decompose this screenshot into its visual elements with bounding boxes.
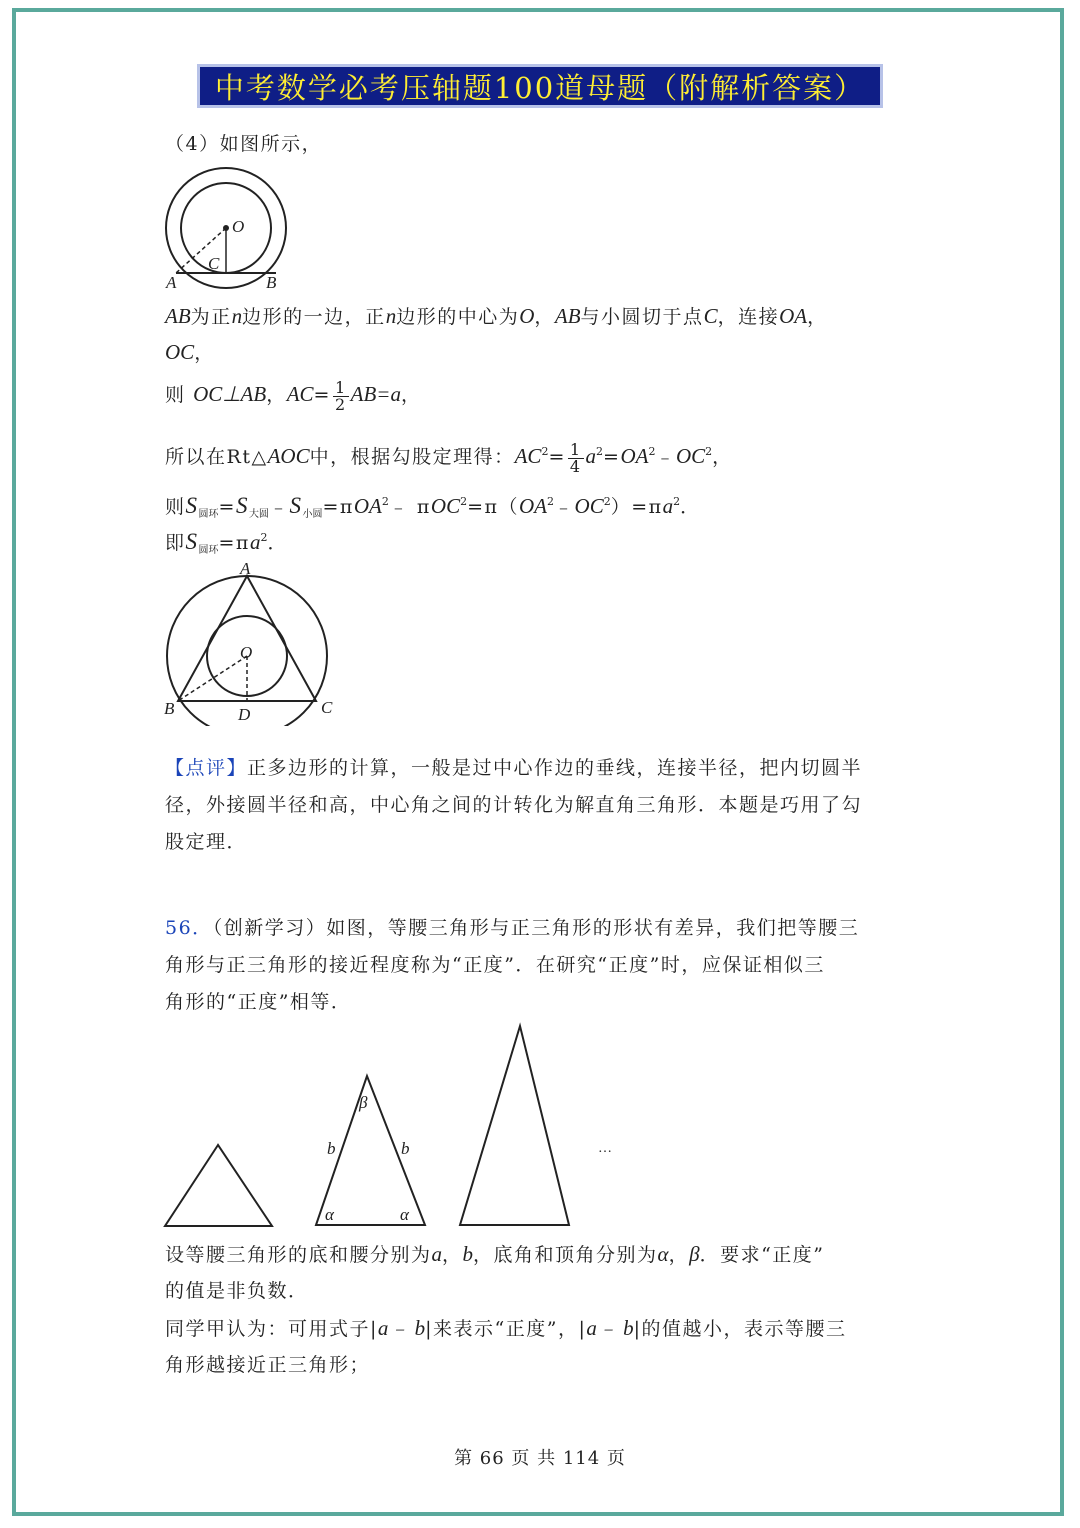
annulus-figure: [158, 166, 298, 292]
label-c: C: [321, 698, 333, 717]
label-b-left: b: [327, 1139, 336, 1158]
label-a: A: [240, 560, 251, 578]
triangle-circles-figure: [158, 560, 348, 726]
label-b: B: [164, 699, 175, 718]
part4-line1: AB为正n边形的一边，正n边形的中心为O，AB与小圆切于点C，连接OA，: [165, 304, 828, 328]
label-alpha-left: α: [325, 1205, 334, 1224]
q56-line7: 角形越接近正三角形；: [165, 1354, 371, 1376]
label-b-right: b: [401, 1139, 410, 1158]
part4-line2: OC，: [165, 340, 215, 364]
label-beta: β: [359, 1093, 368, 1112]
part4-line3: 则 OC⊥AB，AC= $\frac{1}{2}$ AB=a，: [165, 377, 422, 414]
page-title: 中考数学必考压轴题100道母题（附解析答案）: [214, 70, 866, 105]
q56-line3: 角形的“正度”相等．: [165, 991, 352, 1013]
part4-line5: 则$S_{圆环}=S_{大圆}﹣S_{小圆}=\pi OA^2﹣$ $\pi OC^2=\pi(OA^2﹣OC^2)=\pi a^2$．: [165, 493, 701, 520]
label-a: A: [166, 273, 177, 292]
review-tag: 【点评】: [165, 757, 248, 779]
part4-intro: （4）如图所示，: [165, 133, 323, 155]
q56-line5: 的值是非负数．: [165, 1280, 309, 1302]
review-line1: 【点评】正多边形的计算，一般是过中心作边的垂线，连接半径，把内切圆半: [165, 757, 863, 779]
label-c: C: [208, 254, 220, 273]
q56-line4: 设等腰三角形的底和腰分别为a，b，底角和顶角分别为α，β．要求“正度”: [165, 1242, 825, 1266]
label-b: B: [266, 273, 277, 292]
part4-line6: 即$S_{圆环}=\pi a^2$．: [165, 529, 288, 556]
review-line2: 径，外接圆半径和高，中心角之间的计转化为解直角三角形．本题是巧用了勾: [165, 794, 863, 816]
title-banner: [197, 64, 883, 108]
equilateral-triangle: [178, 576, 316, 701]
center-point: [223, 225, 229, 231]
q56-line6: 同学甲认为：可用式子|a﹣ b|来表示“正度”，|a﹣ b|的值越小，表示等腰三: [165, 1316, 847, 1340]
page-footer: 第 66 页 共 114 页: [454, 1448, 626, 1469]
q56-line1: 56．（创新学习）如图，等腰三角形与正三角形的形状有差异，我们把等腰三: [165, 917, 860, 939]
ellipsis: …: [598, 1141, 612, 1156]
isosceles-triangle-tall: [460, 1026, 569, 1225]
isosceles-triangles-figure: [160, 1020, 640, 1234]
equilateral-triangle: [165, 1145, 272, 1226]
question-number: 56．: [165, 917, 213, 939]
label-o: O: [240, 643, 253, 662]
part4-line4: 所以在Rt△AOC中，根据勾股定理得：$AC^2=$ $\frac{1}{4}$ $a^2=OA^2﹣OC^2$，: [165, 439, 733, 476]
label-o: O: [232, 217, 245, 236]
review-line3: 股定理．: [165, 831, 248, 853]
label-d: D: [238, 705, 251, 724]
label-alpha-right: α: [400, 1205, 409, 1224]
q56-line2: 角形与正三角形的接近程度称为“正度”．在研究“正度”时，应保证相似三: [165, 954, 825, 976]
